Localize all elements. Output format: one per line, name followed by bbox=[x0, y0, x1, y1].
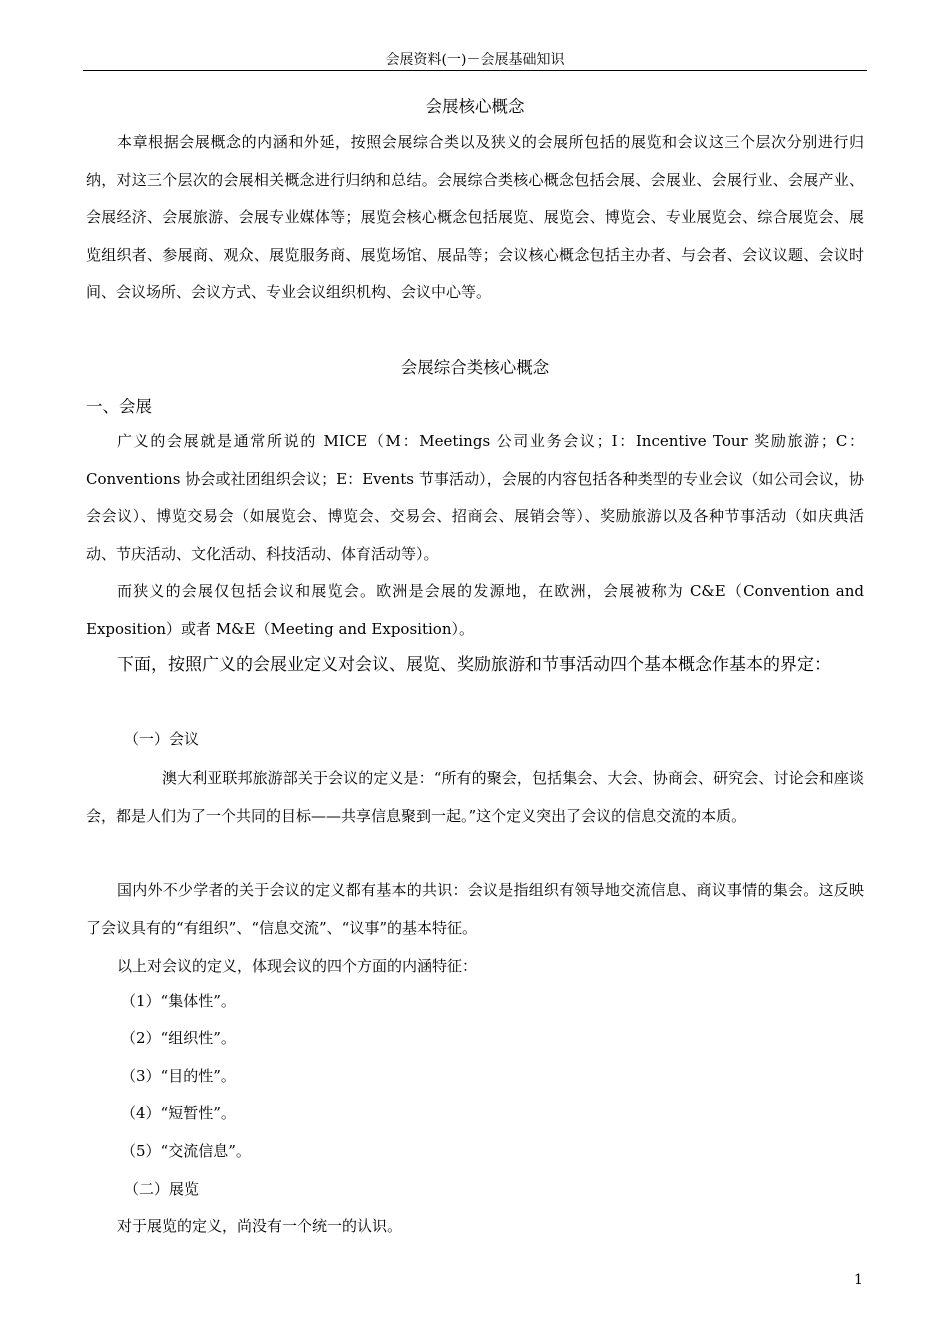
main-title: 会展核心概念 bbox=[425, 97, 525, 116]
list-item: （2）“组织性”。 bbox=[121, 1029, 236, 1047]
intro-paragraph: 本章根据会展概念的内涵和外延，按照会展综合类以及狭义的会展所包括的展览和会议这三个层次分别进行归纳，对这三个层次的会展相关概念进行归纳和总结。会展综合类核心概念包括会展、会展业、会展行业、会展产业、会展经济、会展旅游、会展专业媒体等；展览会核心概念包括展览、展览会、博览会、专业展览会、综合展览会、展览组织者、参展商、观众、展览服务商、展览场馆、展品等；会议核心概念包括主办者、与会者、会议议题、会议时间、会议场所、会议方式、专业会议组织机构、会议中心等。 bbox=[86, 133, 864, 301]
subheading-exhibition: （二）展览 bbox=[124, 1180, 200, 1198]
heading-huizhan: 一、会展 bbox=[86, 397, 152, 416]
header-rule bbox=[83, 70, 867, 71]
exhibition-paragraph: 对于展览的定义，尚没有一个统一的认识。 bbox=[117, 1217, 403, 1235]
section-title: 会展综合类核心概念 bbox=[400, 358, 550, 377]
below-paragraph: 下面，按照广义的会展业定义对会议、展览、奖励旅游和节事活动四个基本概念作基本的界定： bbox=[117, 655, 831, 675]
broad-definition-paragraph: 广义的会展就是通常所说的 MICE（M：Meetings 公司业务会议；I：Incentive Tour 奖励旅游；C：Conventions 协会或社团组织会议；E：Events 节事活动），会展的内容包括各种类型的专业会议（如公司会议，协会会议）、博览交易会（如展览会、博览会、交易会、招商会、展销会等）、奖励旅游以及各种节事活动（如庆典活动、节庆活动、文化活动、科技活动、体育活动等）。 bbox=[86, 432, 864, 563]
list-item: （1）“集体性”。 bbox=[121, 992, 236, 1010]
subheading-meeting: （一）会议 bbox=[124, 730, 200, 748]
page-number: 1 bbox=[854, 1272, 863, 1288]
list-item: （5）“交流信息”。 bbox=[121, 1142, 251, 1160]
list-item: （3）“目的性”。 bbox=[121, 1067, 236, 1085]
scholars-paragraph: 国内外不少学者的关于会议的定义都有基本的共识：会议是指组织有领导地交流信息、商议事情的集会。这反映了会议具有的“有组织”、“信息交流”、“议事”的基本特征。 bbox=[86, 881, 864, 937]
running-header: 会展资料(一)－会展基础知识 bbox=[385, 52, 565, 68]
australia-definition-paragraph: 澳大利亚联邦旅游部关于会议的定义是：“所有的聚会，包括集会、大会、协商会、研究会、讨论会和座谈会，都是人们为了一个共同的目标——共享信息聚到一起。”这个定义突出了会议的信息交流的本质。 bbox=[86, 769, 864, 825]
list-item: （4）“短暂性”。 bbox=[121, 1104, 236, 1122]
narrow-definition-paragraph: 而狭义的会展仅包括会议和展览会。欧洲是会展的发源地，在欧洲，会展被称为 C&E（Convention and Exposition）或者 M&E（Meeting and Exposition）。 bbox=[86, 582, 864, 638]
characteristics-intro: 以上对会议的定义，体现会议的四个方面的内涵特征： bbox=[117, 957, 478, 975]
